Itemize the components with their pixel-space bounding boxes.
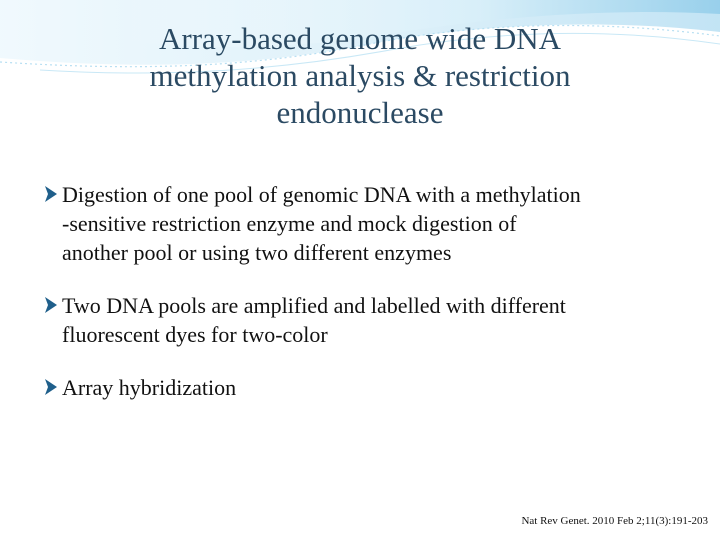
bullet-text-line: fluorescent dyes for two-color — [62, 322, 328, 347]
slide-title — [60, 20, 660, 131]
title-line: Array-based genome wide DNA — [158, 21, 561, 56]
arrowhead-bullet-icon — [42, 375, 60, 399]
bullet-text-line: another pool or using two different enzymes — [62, 240, 452, 265]
arrowhead-bullet-icon — [42, 293, 60, 317]
bullet-item — [42, 291, 702, 349]
bullet-item — [42, 180, 702, 267]
bullet-text-line: Two DNA pools are amplified and labelled with different — [62, 293, 566, 318]
title-line: endonuclease — [276, 95, 444, 130]
bullet-text-line: -sensitive restriction enzyme and mock digestion of — [62, 211, 517, 236]
title-line: methylation analysis & restriction — [149, 58, 571, 93]
arrowhead-bullet-icon — [42, 182, 60, 206]
bullet-text-line: Array hybridization — [62, 375, 237, 400]
bullet-item — [42, 373, 702, 402]
bullet-list — [42, 180, 702, 402]
bullet-text-line: Digestion of one pool of genomic DNA with a methylation — [62, 182, 581, 207]
citation: Nat Rev Genet. 2010 Feb 2;11(3):191-203 — [521, 515, 708, 527]
